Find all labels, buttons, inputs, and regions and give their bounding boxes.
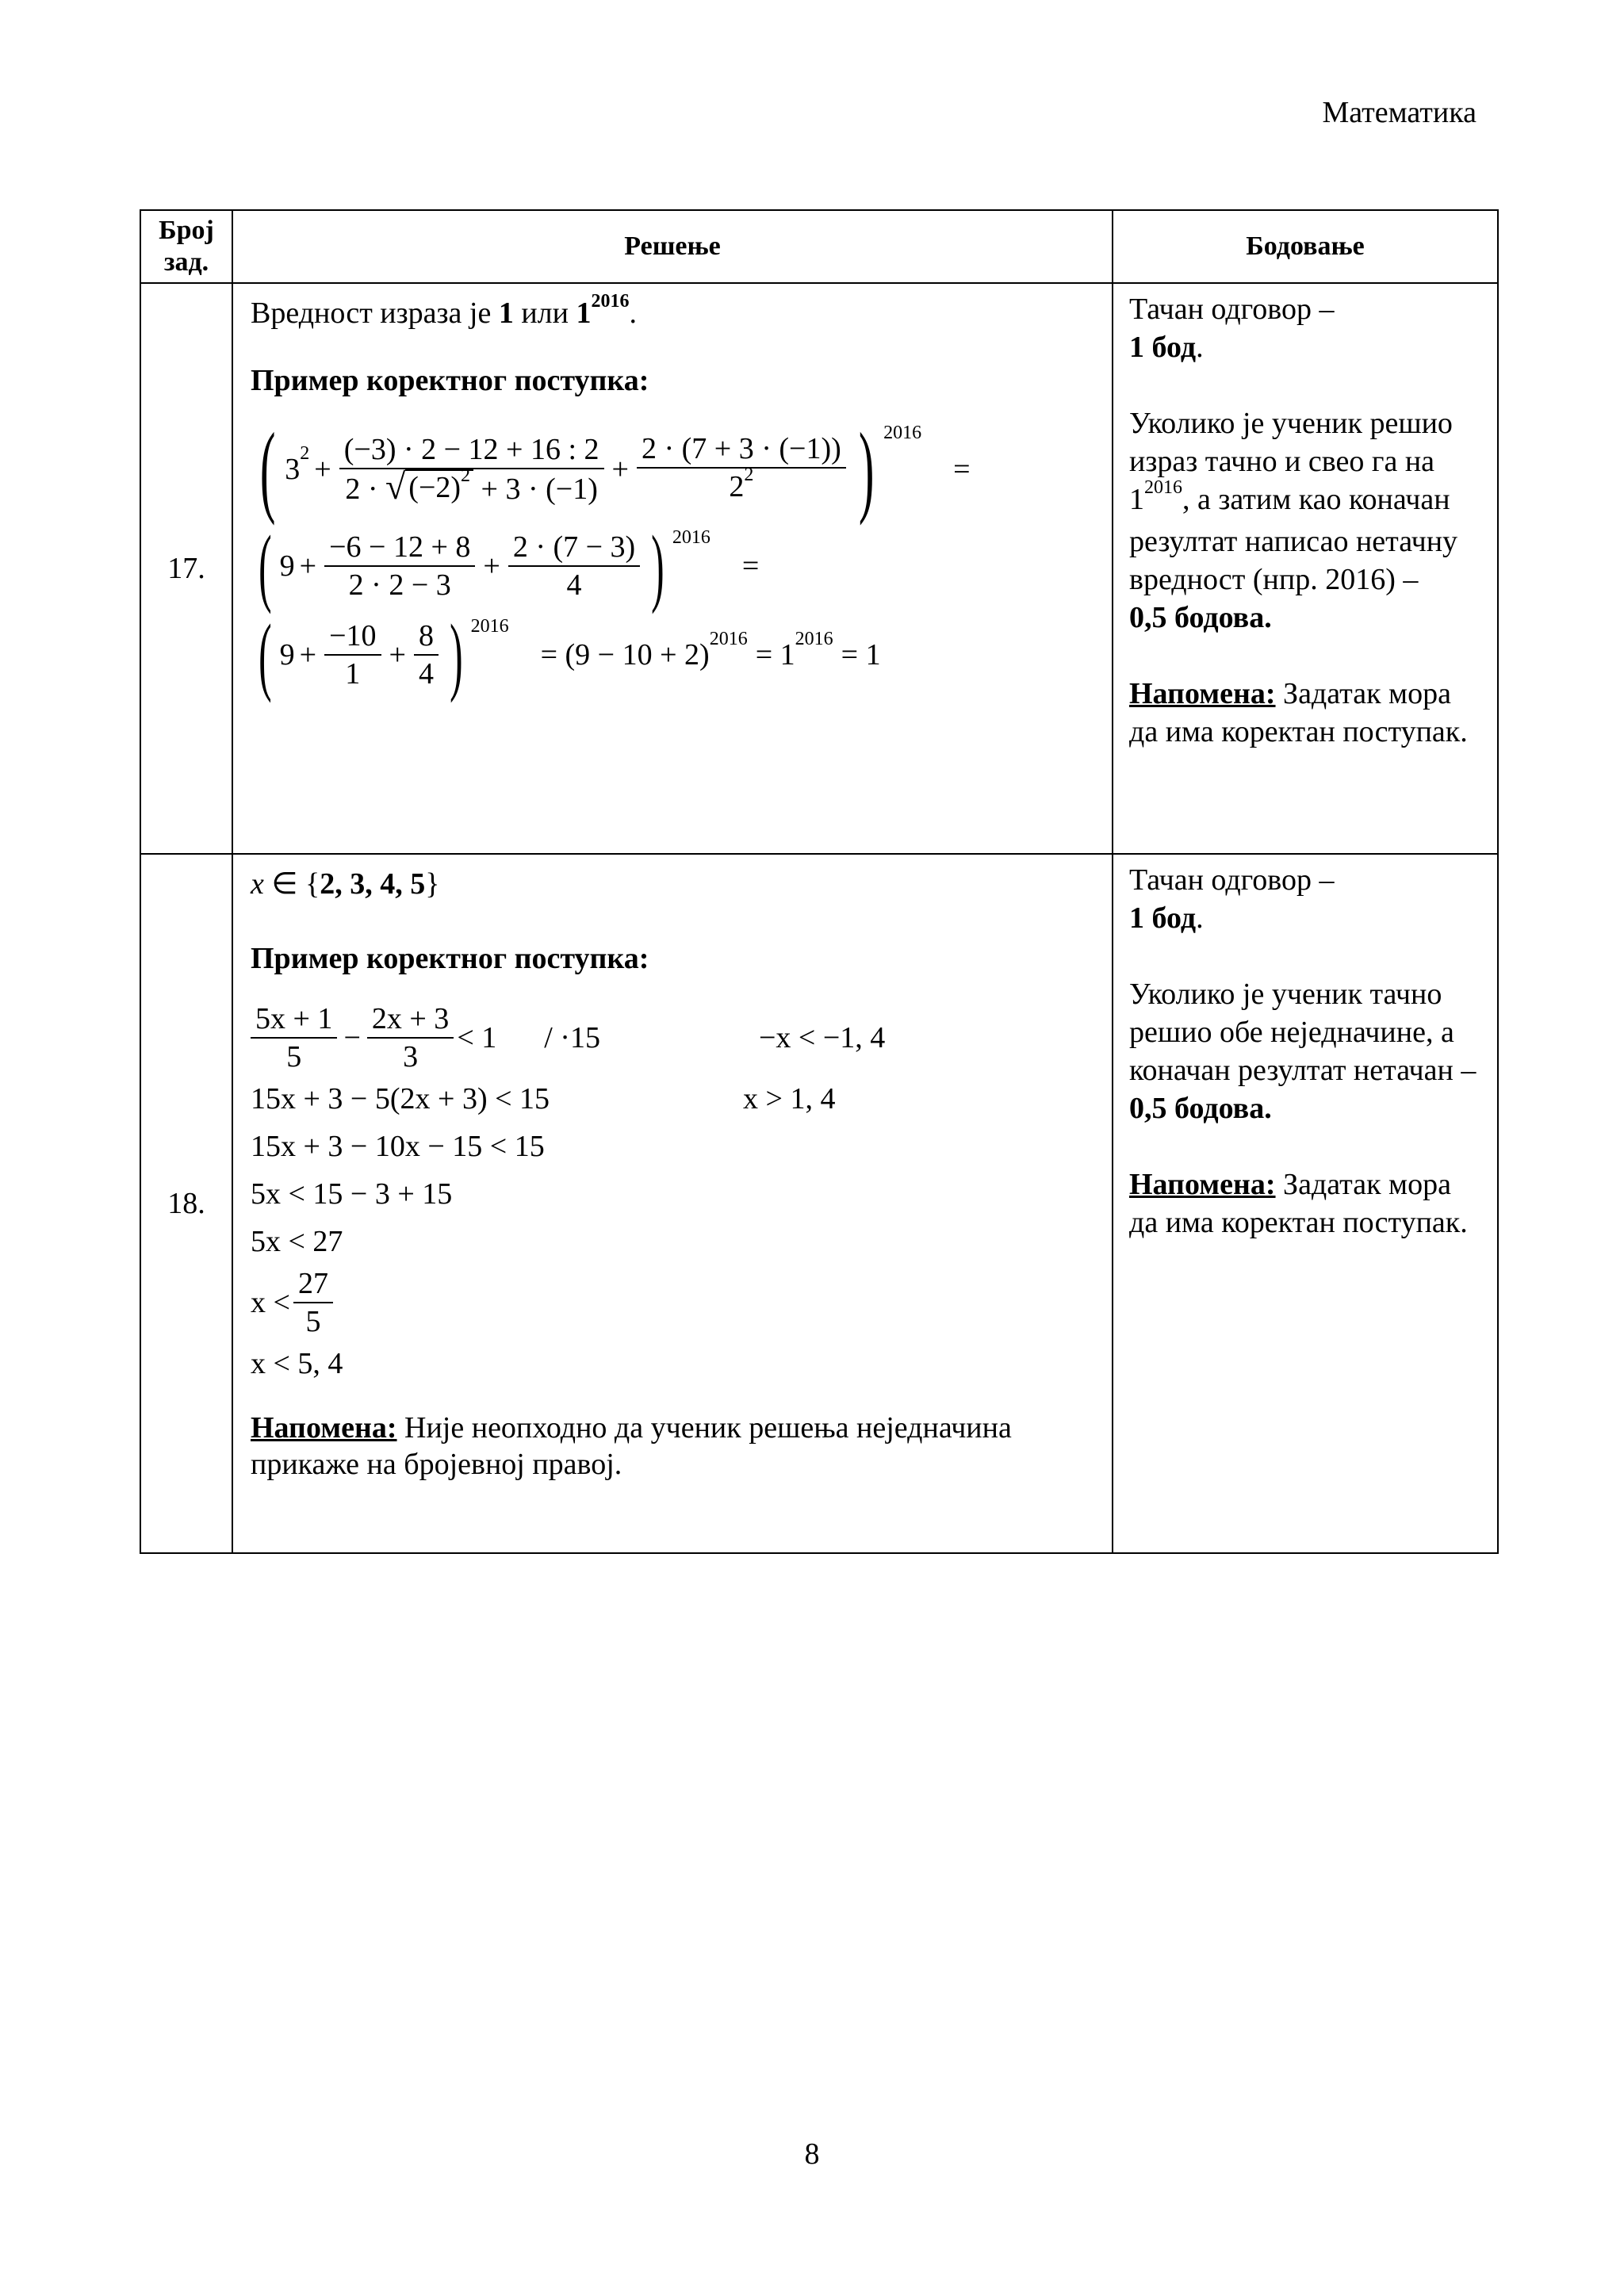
table-header-row [140,210,1498,283]
answer-line: x ∈ {2, 3, 4, 5} [251,867,440,901]
table-row [140,283,1498,854]
ineq-line-5: 5x < 27 [251,1225,343,1258]
ineq-line-2: 15x + 3 − 5(2x + 3) < 15 x > 1, 4 [251,1082,836,1115]
fraction: $\frac{2 \cdot (7 - 3)}{4}$ [508,529,640,603]
ineq-line-6: x < $\frac{27}{5}$ [251,1265,1094,1340]
solutions-table [140,209,1499,1554]
header-solution: Решење [232,210,1113,283]
solution-note: Напомена: Није неопходно да ученик решења неједначина прикаже на бројевној правој. [251,1411,1012,1481]
ineq-line-4: 5x < 15 − 3 + 15 [251,1177,453,1211]
fraction: $\frac{2 \cdot (7 + 3 \cdot (-1))}{2^2}$ [637,430,846,509]
ineq-line-3: 15x + 3 − 10x − 15 < 15 [251,1130,545,1163]
task-number: 18. [140,854,232,1553]
math-line-1: ( 3 2 + (−3) · 2 − 12 + 16 : 2 2 · √ $(-2)^2$ + 3 · (−1) + $\frac{2 \cdot (7 + 3 \cdot (-1))}{2^2}$ ) 2016 = [259,412,971,526]
fraction: (−3) · 2 − 12 + 16 : 2 2 · √ $(-2)^2$ + 3 · (−1) [339,431,604,508]
fraction: $\frac{8}{4}$ [414,618,439,692]
solution-cell [232,283,1113,854]
table-row [140,854,1498,1553]
fraction: $\frac{-10}{1}$ [324,618,381,692]
math-line-2: ( 9 + $\frac{-6 - 12 + 8}{2 \cdot 2 - 3}$ + $\frac{2 \cdot (7 - 3)}{4}$ ) 2016 = [259,518,760,614]
example-title: Пример коректног поступка: [251,364,649,397]
ineq-line-1: $\frac{5x + 1}{5}$ − $\frac{2x + 3}{3}$ < 1 / ·15 −x < −1, 4 [251,1001,1094,1075]
answer-line: Вредност израза је 1 или $1^{2016}$. [251,291,637,330]
math-line-3: ( 9 + $\frac{-10}{1}$ + $\frac{8}{4}$ ) 2016 = (9 − 10 + 2) 2016 = 1 2016 = 1 [259,607,881,703]
page-number: 8 [804,2137,820,2171]
solution-cell [232,854,1113,1553]
example-title: Пример коректног поступка: [251,942,649,975]
fraction: $\frac{-6 - 12 + 8}{2 \cdot 2 - 3}$ [324,529,475,603]
ineq-line-7: x < 5, 4 [251,1347,343,1380]
scoring-cell: Тачан одговор – 1 бод. Уколико је ученик тачно решио обе неједначине, а коначан резултат нетачан – 0,5 бодова. Напомена: Задатак мора да има коректан поступак. [1113,854,1498,1553]
scoring-cell: Тачан одговор – 1 бод. Уколико је ученик решио израз тачно и свео га на $1^{2016}$, а затим као коначан резултат написао нетачну вредност (нпр. 2016) – 0,5 бодова. Напомена: Задатак мора да има коректан поступак. [1113,283,1498,854]
header-subject: Математика [1322,96,1477,129]
header-scoring: Бодовање [1113,210,1498,283]
header-task-number: Број зад. [140,210,232,283]
task-number: 17. [140,283,232,854]
